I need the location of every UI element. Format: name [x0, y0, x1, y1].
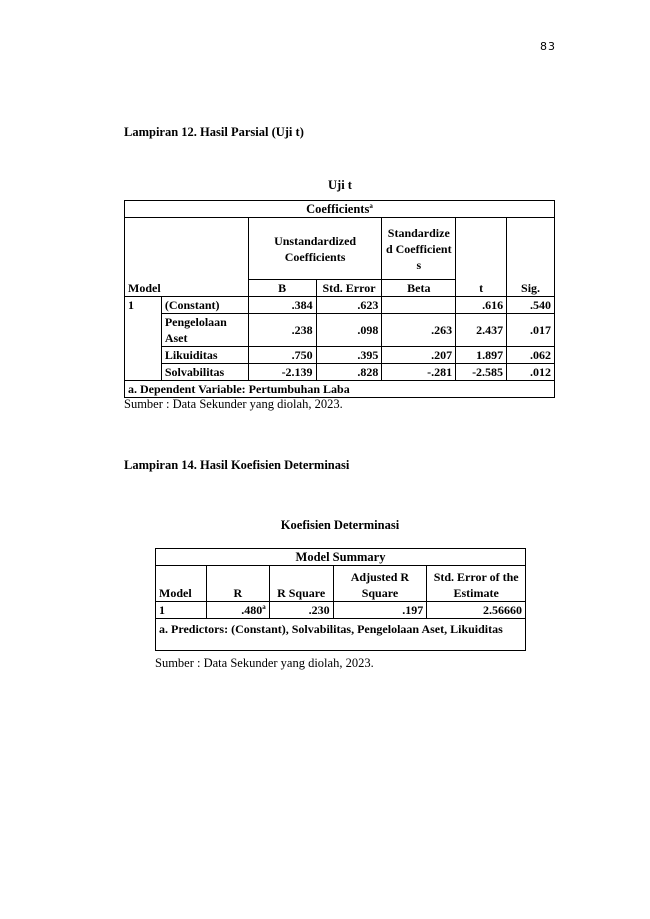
cell-r-square: .230	[269, 602, 333, 619]
page-number: 83	[540, 40, 556, 53]
header-b: B	[248, 280, 316, 297]
cell-r: .480$^a$	[206, 602, 269, 619]
cell-b: -2.139	[248, 364, 316, 381]
table-row	[125, 314, 555, 347]
header-std-error: Std. Error	[316, 280, 382, 297]
row-label: Pengelolaan Aset	[161, 314, 248, 347]
cell-t: .616	[456, 297, 507, 314]
cell-t: 2.437	[456, 314, 507, 347]
header-adjusted-r-square: Adjusted R Square	[333, 566, 427, 602]
coefficients-table	[124, 200, 555, 398]
header-r-square: R Square	[269, 566, 333, 602]
cell-sig: .017	[507, 314, 555, 347]
table-row	[156, 602, 526, 619]
table-row	[125, 297, 555, 314]
cell-t: 1.897	[456, 347, 507, 364]
coefficients-caption: Coefficients$^a$	[125, 201, 555, 218]
header-sig: Sig.	[507, 218, 555, 297]
table-row	[125, 364, 555, 381]
cell-beta: -.281	[382, 364, 456, 381]
row-label: Likuiditas	[161, 347, 248, 364]
cell-b: .750	[248, 347, 316, 364]
header-unstandardized: Unstandardized Coefficients	[248, 218, 382, 280]
table-title-uji-t: Uji t	[328, 178, 352, 192]
cell-sig: .012	[507, 364, 555, 381]
table-row	[125, 347, 555, 364]
cell-beta: .263	[382, 314, 456, 347]
cell-sig: .540	[507, 297, 555, 314]
source-note: Sumber : Data Sekunder yang diolah, 2023.	[155, 656, 374, 670]
row-label: Solvabilitas	[161, 364, 248, 381]
coefficients-footnote: a. Dependent Variable: Pertumbuhan Laba	[125, 381, 555, 398]
table-title-koefisien: Koefisien Determinasi	[280, 518, 400, 532]
cell-b: .238	[248, 314, 316, 347]
cell-std-error-estimate: 2.56660	[427, 602, 526, 619]
model-summary-footnote: a. Predictors: (Constant), Solvabilitas, Pengelolaan Aset, Likuiditas	[156, 619, 526, 651]
header-std-error-estimate: Std. Error of the Estimate	[427, 566, 526, 602]
cell-b: .384	[248, 297, 316, 314]
row-label: (Constant)	[161, 297, 248, 314]
header-r: R	[206, 566, 269, 602]
section-heading-koefisien: Lampiran 14. Hasil Koefisien Determinasi	[124, 458, 350, 472]
cell-model: 1	[156, 602, 207, 619]
cell-sig: .062	[507, 347, 555, 364]
header-model: Model	[125, 218, 249, 297]
header-standardized: Standardized Coefficients	[382, 218, 456, 280]
cell-beta: .207	[382, 347, 456, 364]
cell-std-error: .828	[316, 364, 382, 381]
model-number: 1	[125, 297, 162, 381]
header-t: t	[456, 218, 507, 297]
header-model: Model	[156, 566, 207, 602]
source-note: Sumber : Data Sekunder yang diolah, 2023.	[124, 397, 343, 411]
cell-t: -2.585	[456, 364, 507, 381]
cell-adjusted-r-square: .197	[333, 602, 427, 619]
model-summary-table	[155, 548, 526, 651]
cell-beta	[382, 297, 456, 314]
cell-std-error: .098	[316, 314, 382, 347]
cell-std-error: .395	[316, 347, 382, 364]
header-beta: Beta	[382, 280, 456, 297]
section-heading-uji-t: Lampiran 12. Hasil Parsial (Uji t)	[124, 125, 304, 139]
cell-std-error: .623	[316, 297, 382, 314]
model-summary-caption: Model Summary	[156, 549, 526, 566]
